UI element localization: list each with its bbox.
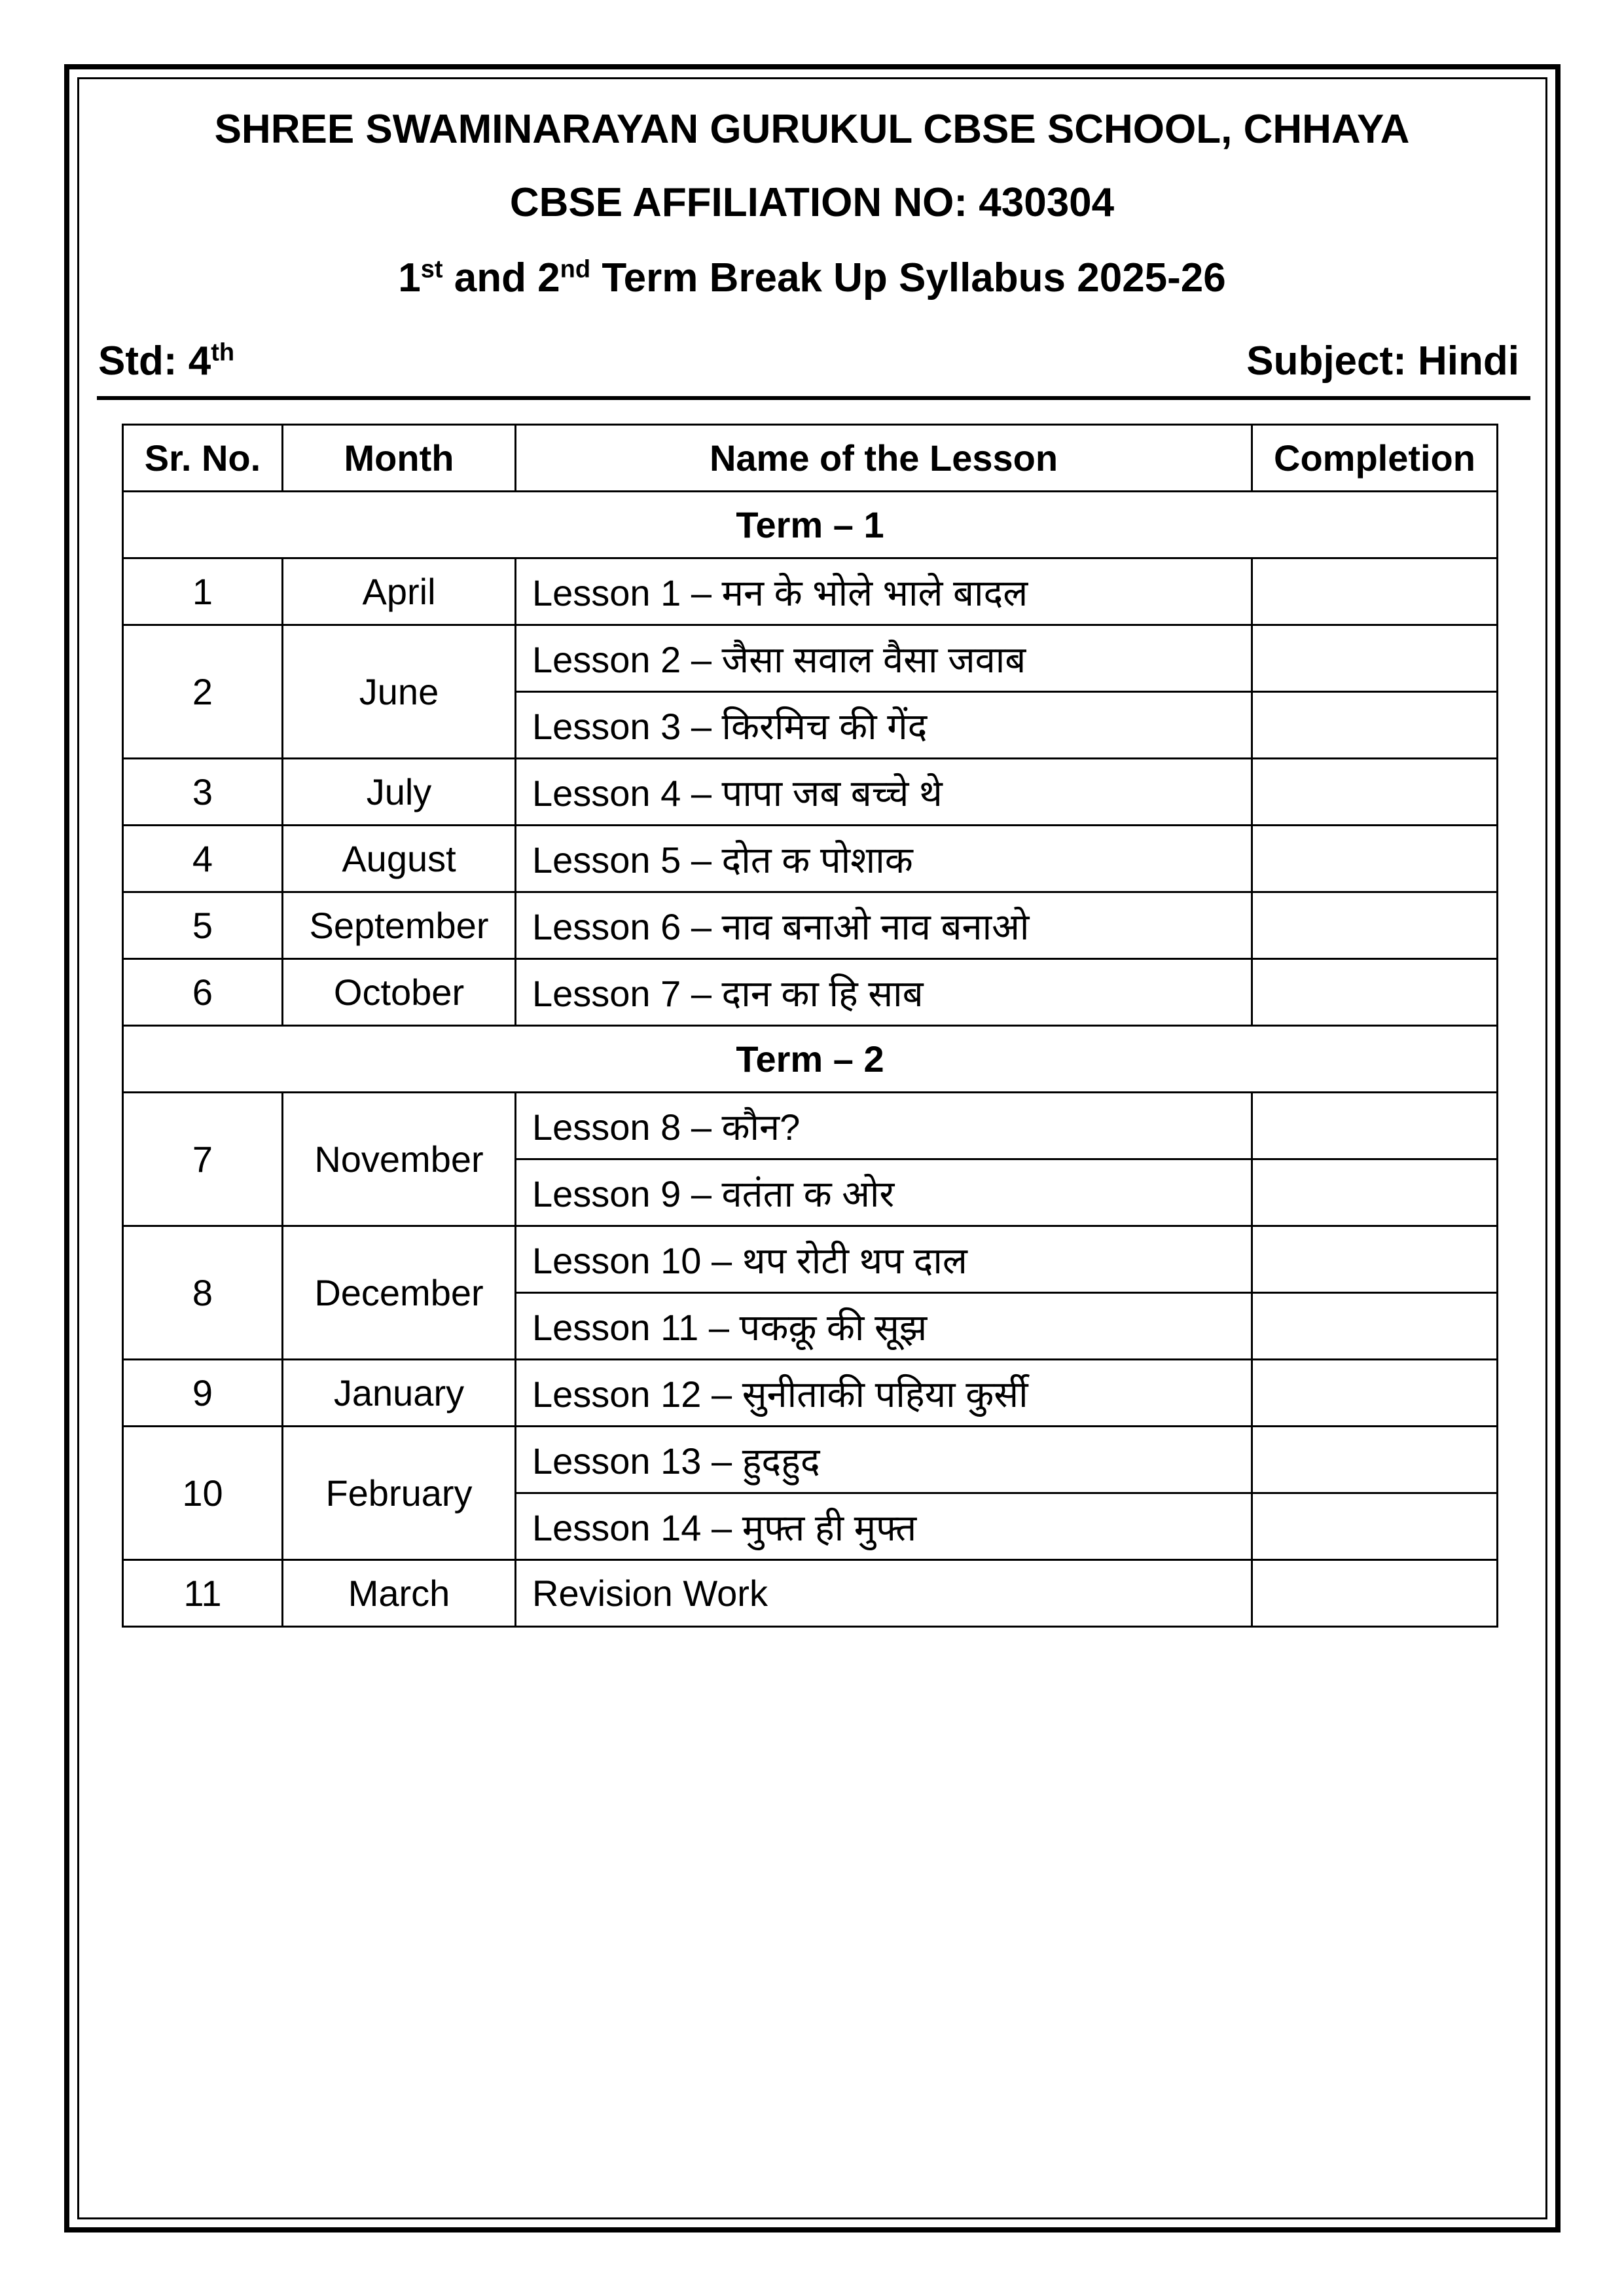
table-row: [123, 959, 1498, 1026]
cell-completion: [1252, 959, 1498, 1026]
cell-sr-no: 9: [123, 1360, 283, 1427]
table-row: [123, 1360, 1498, 1427]
cell-completion: [1252, 692, 1498, 759]
cell-completion: [1252, 1493, 1498, 1560]
school-name: SHREE SWAMINARAYAN GURUKUL CBSE SCHOOL, CHHAYA: [214, 107, 1410, 152]
cell-sr-no: 4: [123, 826, 283, 892]
cell-completion: [1252, 1560, 1498, 1627]
cell-sr-no: 3: [123, 759, 283, 826]
table-row: [123, 625, 1498, 692]
cell-lesson: Lesson 1 – मन के भोले भाले बादल: [516, 558, 1252, 625]
table-row: [123, 1093, 1498, 1159]
cell-month: March: [283, 1560, 516, 1627]
cell-month: June: [283, 625, 516, 759]
cell-month: December: [283, 1226, 516, 1360]
header-divider: [97, 396, 1530, 400]
cell-sr-no: 5: [123, 892, 283, 959]
cell-sr-no: 10: [123, 1427, 283, 1560]
syllabus-title: [0, 252, 1624, 304]
cell-completion: [1252, 1293, 1498, 1360]
table-row: [123, 558, 1498, 625]
term-title-part3: Term Break Up Syllabus 2025-26: [590, 255, 1226, 301]
cell-month: February: [283, 1427, 516, 1560]
subject-label: Subject: Hindi: [1246, 338, 1519, 384]
cell-lesson: Lesson 10 – थप रोटी थप दाल: [516, 1226, 1252, 1293]
cell-completion: [1252, 625, 1498, 692]
table-row: [123, 1560, 1498, 1627]
term-title-part1: 1: [398, 255, 421, 301]
cell-sr-no: 11: [123, 1560, 283, 1627]
header-lesson: Name of the Lesson: [516, 425, 1252, 492]
term-1-row: [123, 492, 1498, 558]
std-text: Std: 4: [98, 338, 211, 384]
cell-sr-no: 2: [123, 625, 283, 759]
std-sup: th: [211, 338, 235, 367]
cell-month: October: [283, 959, 516, 1026]
table-header-row: [123, 425, 1498, 492]
term-2-row: [123, 1026, 1498, 1093]
standard-label: [98, 335, 234, 388]
cell-sr-no: 6: [123, 959, 283, 1026]
header-month: Month: [283, 425, 516, 492]
cell-completion: [1252, 1093, 1498, 1159]
cell-lesson: Lesson 6 – नाव बनाओ नाव बनाओ: [516, 892, 1252, 959]
cell-month: November: [283, 1093, 516, 1226]
cell-month: April: [283, 558, 516, 625]
cell-month: January: [283, 1360, 516, 1427]
table-body: [123, 492, 1498, 1627]
cell-lesson: Revision Work: [516, 1560, 1252, 1627]
cell-lesson: Lesson 9 – वतंता क ओर: [516, 1159, 1252, 1226]
table-row: [123, 759, 1498, 826]
cell-completion: [1252, 759, 1498, 826]
table-row: [123, 1427, 1498, 1493]
cell-lesson: Lesson 14 – मुफ्त ही मुफ्त: [516, 1493, 1252, 1560]
header-sr-no: Sr. No.: [123, 425, 283, 492]
cell-completion: [1252, 1226, 1498, 1293]
table-row: [123, 1226, 1498, 1293]
cell-sr-no: 7: [123, 1093, 283, 1226]
term-2-row-label: Term – 2: [123, 1026, 1498, 1093]
term-title-sup1: st: [420, 255, 443, 283]
cell-completion: [1252, 892, 1498, 959]
cell-completion: [1252, 826, 1498, 892]
cell-lesson: Lesson 7 – दान का हि साब: [516, 959, 1252, 1026]
term-title-part2: and 2: [442, 255, 560, 301]
term-1-row-label: Term – 1: [123, 492, 1498, 558]
cell-month: July: [283, 759, 516, 826]
term-title-sup2: nd: [560, 255, 591, 283]
header-completion: Completion: [1252, 425, 1498, 492]
cell-lesson: Lesson 2 – जैसा सवाल वैसा जवाब: [516, 625, 1252, 692]
cell-completion: [1252, 1427, 1498, 1493]
table-row: [123, 892, 1498, 959]
cell-completion: [1252, 558, 1498, 625]
cell-lesson: Lesson 11 – पकक़ू की सूझ: [516, 1293, 1252, 1360]
cell-sr-no: 1: [123, 558, 283, 625]
syllabus-table: [122, 424, 1498, 1628]
cell-lesson: Lesson 4 – पापा जब बच्चे थे: [516, 759, 1252, 826]
affiliation-number: CBSE AFFILIATION NO: 430304: [509, 180, 1115, 225]
cell-month: September: [283, 892, 516, 959]
cell-month: August: [283, 826, 516, 892]
cell-lesson: Lesson 5 – दोत क पोशाक: [516, 826, 1252, 892]
cell-sr-no: 8: [123, 1226, 283, 1360]
cell-lesson: Lesson 8 – कौन?: [516, 1093, 1252, 1159]
cell-completion: [1252, 1360, 1498, 1427]
cell-lesson: Lesson 12 – सुनीताकी पहिया कुर्सी: [516, 1360, 1252, 1427]
table-row: [123, 826, 1498, 892]
cell-lesson: Lesson 3 – किरमिच की गेंद: [516, 692, 1252, 759]
cell-completion: [1252, 1159, 1498, 1226]
cell-lesson: Lesson 13 – हुदहुद: [516, 1427, 1252, 1493]
